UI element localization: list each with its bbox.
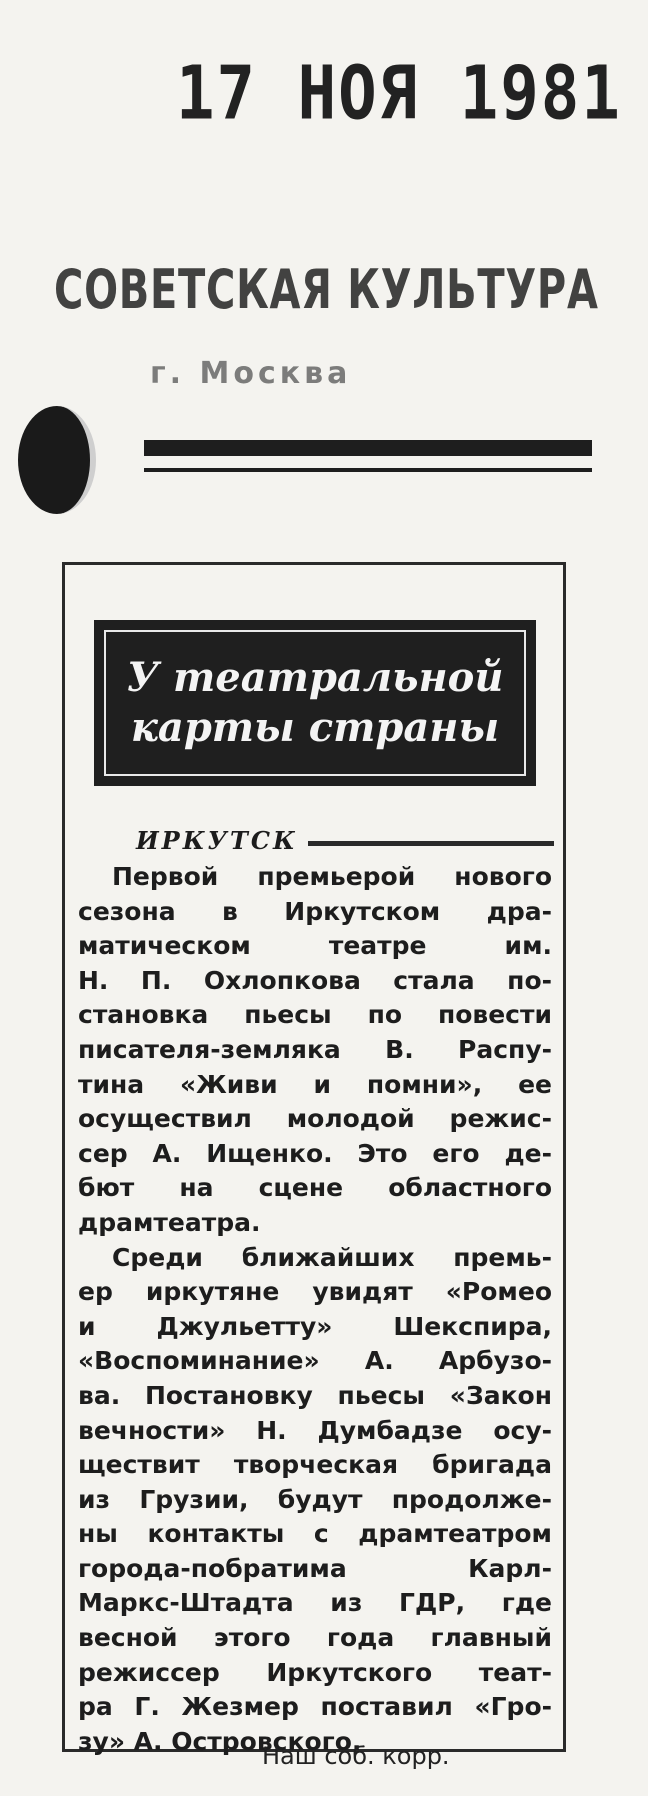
body-line: «Воспоминание» А. Арбузо- bbox=[78, 1346, 552, 1376]
body-line: бют на сцене областного bbox=[78, 1173, 552, 1203]
body-line: Маркс-Штадта из ГДР, где bbox=[78, 1588, 552, 1618]
body-line: Среди ближайших премь- bbox=[112, 1242, 552, 1272]
body-line: матическом театре им. bbox=[78, 931, 552, 961]
rubric-box bbox=[94, 620, 536, 786]
body-line: города-побратима Карл- bbox=[78, 1553, 552, 1583]
masthead-rule-thin bbox=[144, 468, 592, 472]
body-line: ер иркутяне увидят «Ромео bbox=[78, 1277, 552, 1307]
dateline-rule bbox=[308, 841, 554, 846]
article-signature: Наш соб. корр. bbox=[262, 1742, 450, 1770]
body-line: весной этого года главный bbox=[78, 1623, 552, 1653]
body-line: Н. П. Охлопкова стала по- bbox=[78, 965, 552, 995]
body-line: Первой премьерой нового bbox=[112, 862, 552, 891]
body-line: зу» А. Островского. bbox=[78, 1726, 362, 1756]
body-line: вечности» Н. Думбадзе осу- bbox=[78, 1415, 552, 1445]
dateline: ИРКУТСК bbox=[136, 825, 298, 855]
rubric-line-1: У театральной bbox=[126, 654, 504, 701]
rubric-inner bbox=[104, 630, 526, 776]
masthead-city: г. Москва bbox=[150, 356, 352, 391]
date-stamp: 17 НОЯ 1981 bbox=[176, 52, 622, 138]
body-line: писателя-земляка В. Распу- bbox=[78, 1034, 552, 1064]
body-line: осуществил молодой режис- bbox=[78, 1104, 552, 1134]
body-line: сер А. Ищенко. Это его де- bbox=[78, 1138, 552, 1168]
body-line: драмтеатра. bbox=[78, 1207, 261, 1237]
body-line: ра Г. Жезмер поставил «Гро- bbox=[78, 1692, 552, 1722]
body-line: ществит творческая бригада bbox=[78, 1450, 552, 1480]
rubric-line-2: карты страны bbox=[130, 704, 500, 751]
masthead-emblem bbox=[18, 406, 96, 514]
newspaper-masthead: СОВЕТСКАЯ КУЛЬТУРА bbox=[54, 258, 599, 321]
body-line: из Грузии, будут продолже- bbox=[78, 1484, 552, 1514]
body-line: режиссер Иркутского теат- bbox=[78, 1657, 552, 1687]
dateline-row bbox=[136, 820, 554, 860]
body-line: ны контакты с драмтеатром bbox=[78, 1519, 552, 1549]
body-line: и Джульетту» Шекспира, bbox=[78, 1311, 552, 1341]
body-line: тина «Живи и помни», ее bbox=[78, 1069, 552, 1099]
article-body bbox=[78, 860, 552, 1759]
body-line: становка пьесы по повести bbox=[78, 1000, 552, 1030]
body-line: ва. Постановку пьесы «Закон bbox=[78, 1380, 552, 1410]
masthead-rule bbox=[144, 440, 592, 456]
body-line: сезона в Иркутском дра- bbox=[78, 896, 552, 926]
